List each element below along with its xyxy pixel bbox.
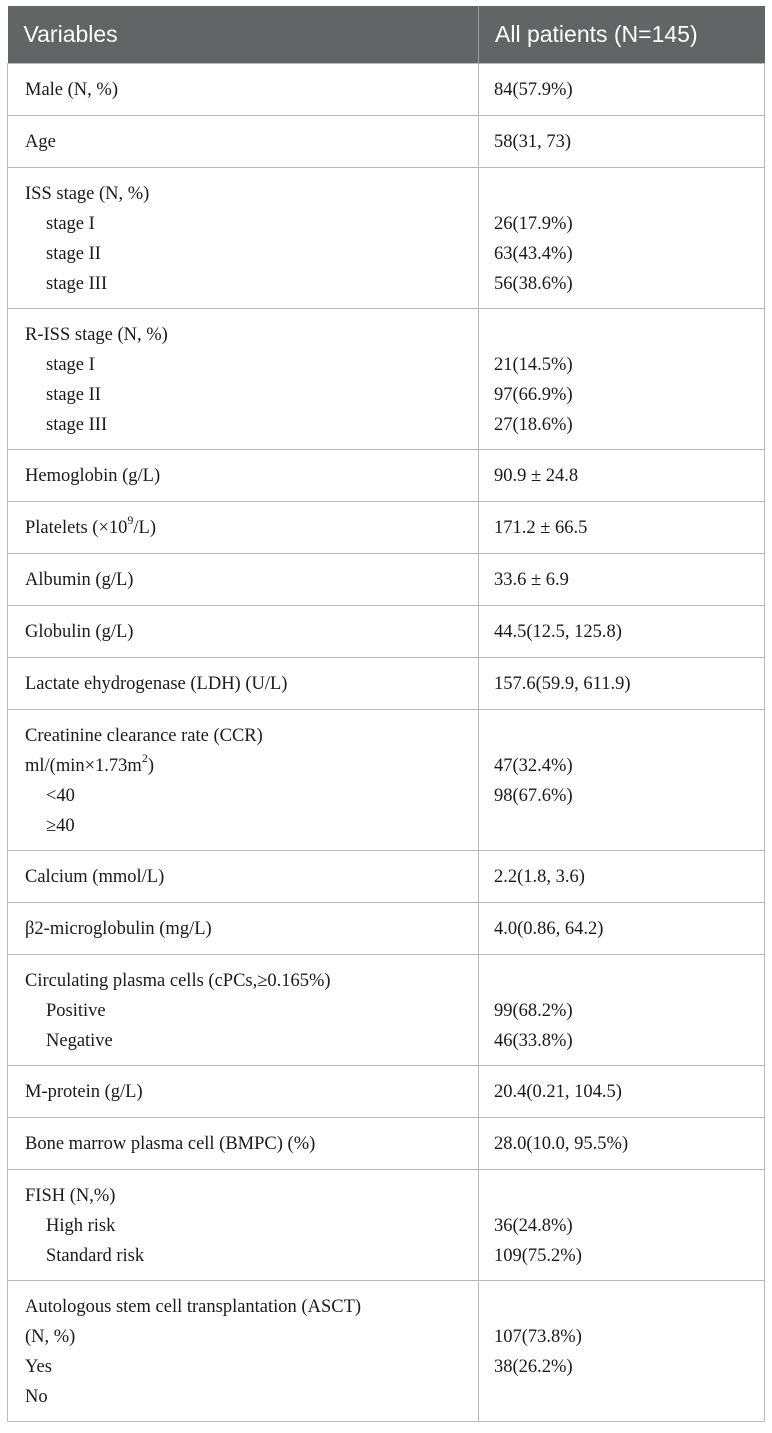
- row-label: Creatinine clearance rate (CCR): [25, 726, 263, 746]
- row-value: 46(33.8%): [494, 1031, 573, 1051]
- table-row: [8, 658, 765, 710]
- row-sublabel: Positive: [46, 1001, 106, 1021]
- row-value: 44.5(12.5, 125.8): [494, 622, 622, 642]
- row-label: Male (N, %): [25, 80, 118, 100]
- header-all-patients: All patients (N=145): [479, 6, 765, 64]
- table-row: [8, 1281, 765, 1422]
- row-sublabel: stage I: [46, 355, 95, 375]
- row-value: 157.6(59.9, 611.9): [494, 674, 631, 694]
- table-row: [8, 1118, 765, 1170]
- table-row: [8, 903, 765, 955]
- label-text: ): [147, 756, 154, 776]
- table-row: [8, 851, 765, 903]
- table-row: [8, 554, 765, 606]
- table-row: [8, 168, 765, 309]
- row-sublabel: stage I: [46, 214, 95, 234]
- superscript: 9: [127, 512, 134, 527]
- label-text: /L): [133, 518, 157, 538]
- row-value: 21(14.5%): [494, 355, 573, 375]
- row-sublabel: stage II: [46, 244, 101, 264]
- row-value: 58(31, 73): [494, 132, 572, 152]
- row-value: 98(67.6%): [494, 786, 573, 806]
- row-label: R-ISS stage (N, %): [25, 325, 168, 345]
- label-text: ml/(min×1.73m: [25, 756, 142, 776]
- table-row: [8, 450, 765, 502]
- superscript: 2: [141, 750, 148, 765]
- row-label: β2-microglobulin (mg/L): [25, 919, 212, 939]
- row-value: 47(32.4%): [494, 756, 573, 776]
- table-row: [8, 64, 765, 116]
- row-value: 26(17.9%): [494, 214, 573, 234]
- row-label: Hemoglobin (g/L): [25, 466, 161, 486]
- row-sublabel: stage III: [46, 274, 108, 294]
- row-label: Globulin (g/L): [25, 622, 134, 642]
- row-label: M-protein (g/L): [25, 1082, 143, 1102]
- row-value: 38(26.2%): [494, 1357, 573, 1377]
- row-value: 36(24.8%): [494, 1216, 573, 1236]
- row-label: Calcium (mmol/L): [25, 867, 165, 887]
- row-label-units: [25, 751, 478, 781]
- row-sublabel: <40: [46, 786, 75, 806]
- row-value: 56(38.6%): [494, 274, 573, 294]
- row-value: 63(43.4%): [494, 244, 573, 264]
- row-value: 84(57.9%): [494, 80, 573, 100]
- row-value: 20.4(0.21, 104.5): [494, 1082, 622, 1102]
- table-row: [8, 309, 765, 450]
- row-label: Autologous stem cell transplantation (ASCT): [25, 1297, 362, 1317]
- row-value: 171.2 ± 66.5: [494, 518, 588, 538]
- row-value: 107(73.8%): [494, 1327, 582, 1347]
- table-row: [8, 710, 765, 851]
- row-sublabel: stage II: [46, 385, 101, 405]
- patient-characteristics-table: [7, 6, 765, 1422]
- row-value: 2.2(1.8, 3.6): [494, 867, 585, 887]
- row-label: Age: [25, 132, 56, 152]
- header-row: [8, 6, 765, 64]
- row-value: 97(66.9%): [494, 385, 573, 405]
- row-label: Bone marrow plasma cell (BMPC) (%): [25, 1134, 316, 1154]
- row-value: 33.6 ± 6.9: [494, 570, 569, 590]
- table-row: [8, 1170, 765, 1281]
- row-value: 4.0(0.86, 64.2): [494, 919, 604, 939]
- row-sublabel: stage III: [46, 415, 108, 435]
- row-label: FISH (N,%): [25, 1186, 116, 1206]
- table-container: [7, 6, 764, 1422]
- table-row: [8, 606, 765, 658]
- row-sublabel: High risk: [46, 1216, 116, 1236]
- row-label: Lactate ehydrogenase (LDH) (U/L): [25, 674, 288, 694]
- row-label: Albumin (g/L): [25, 570, 134, 590]
- row-label: Circulating plasma cells (cPCs,≥0.165%): [25, 971, 331, 991]
- table-row: [8, 502, 765, 554]
- label-text: Platelets (×10: [25, 518, 128, 538]
- row-sublabel: ≥40: [46, 816, 75, 836]
- row-label-units: (N, %): [25, 1327, 76, 1347]
- row-value: 28.0(10.0, 95.5%): [494, 1134, 629, 1154]
- row-value: 90.9 ± 24.8: [494, 466, 579, 486]
- row-label: [25, 513, 478, 543]
- row-sublabel: Negative: [46, 1031, 113, 1051]
- table-row: [8, 1066, 765, 1118]
- table-row: [8, 116, 765, 168]
- row-sublabel: No: [25, 1387, 48, 1407]
- row-sublabel: Standard risk: [46, 1246, 145, 1266]
- row-value: 109(75.2%): [494, 1246, 582, 1266]
- row-value: 99(68.2%): [494, 1001, 573, 1021]
- table-row: [8, 955, 765, 1066]
- row-label: ISS stage (N, %): [25, 184, 150, 204]
- header-variables: Variables: [8, 6, 479, 64]
- row-sublabel: Yes: [25, 1357, 52, 1377]
- row-value: 27(18.6%): [494, 415, 573, 435]
